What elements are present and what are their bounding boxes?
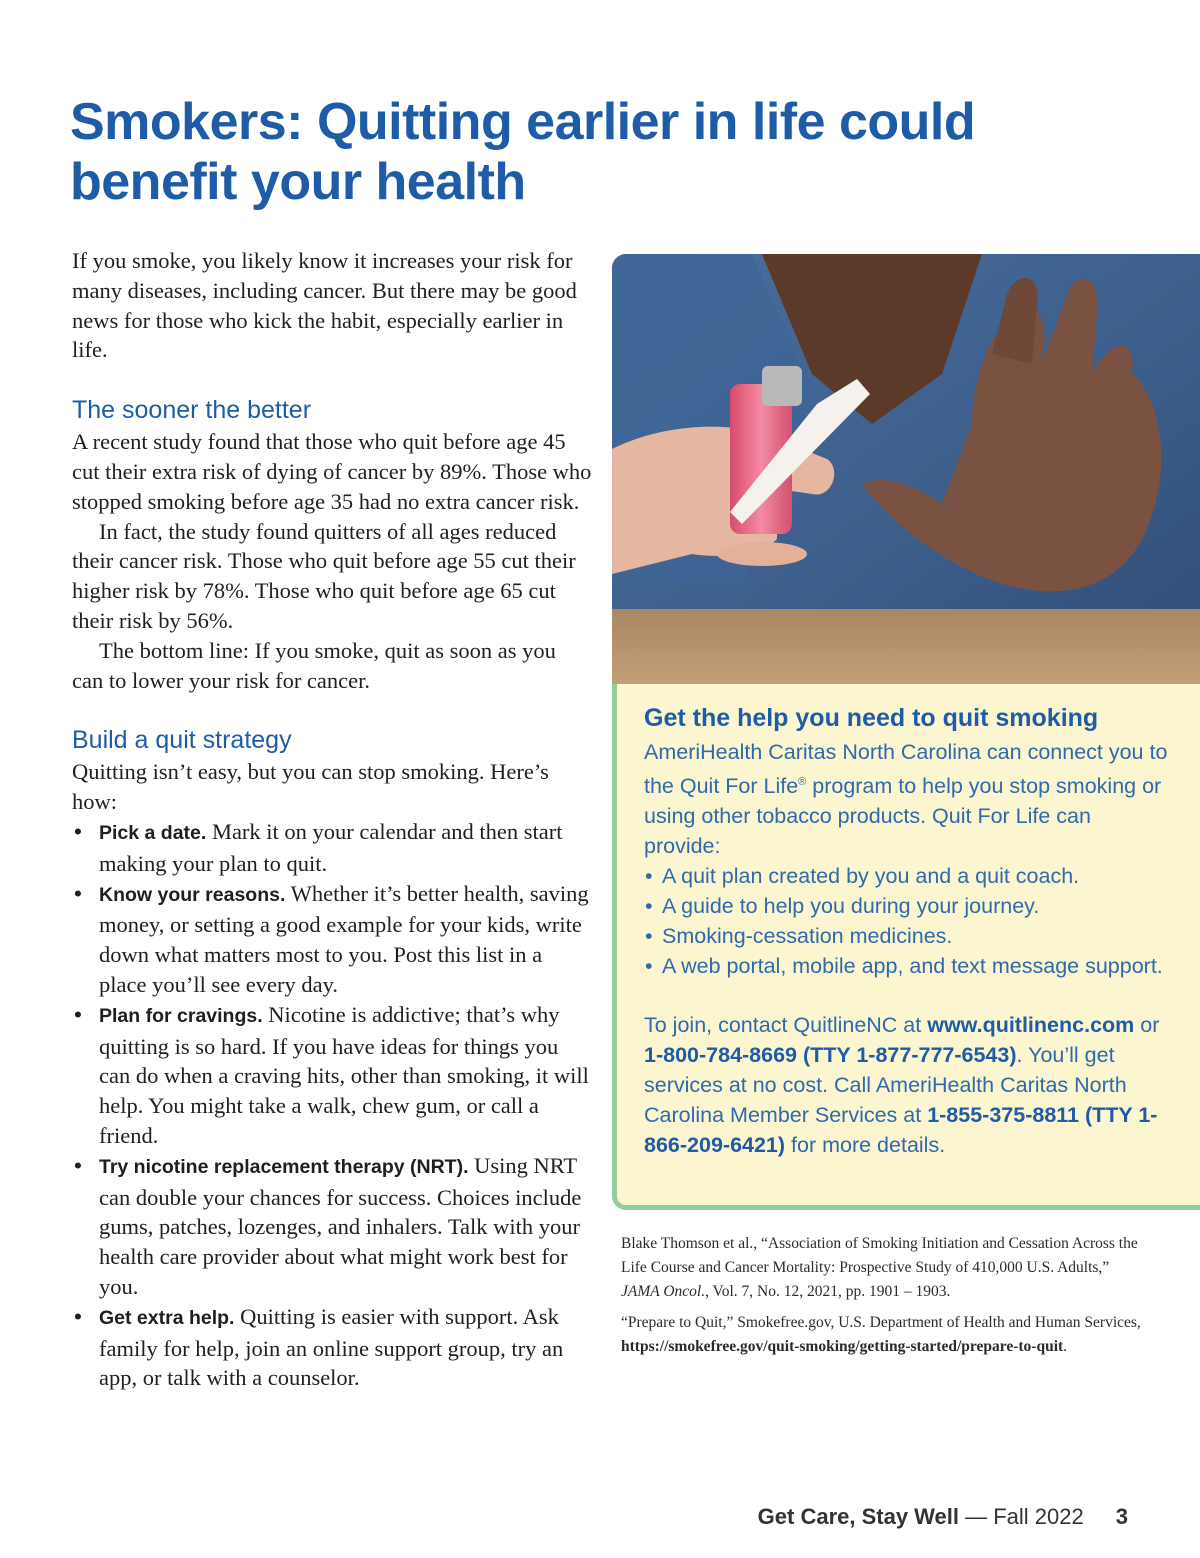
reference-2 — [621, 1311, 1141, 1359]
strategy-heading: Build a quit strategy — [72, 726, 292, 755]
item-lead: Get extra help. — [99, 1306, 235, 1329]
registered-mark: ® — [798, 775, 807, 788]
quitline-website-link[interactable]: www.quitlinenc.com — [927, 1013, 1135, 1038]
magazine-title: Get Care, Stay Well — [757, 1504, 960, 1529]
sooner-heading: The sooner the better — [72, 396, 312, 425]
item-text: Nicotine is addictive; that’s why quitting is so hard. If you have ideas for things you can do when a craving hits, other than smoking, it will help. You might take a walk, chew gum, or call a friend. — [99, 1001, 589, 1148]
join-info — [644, 1011, 1170, 1161]
join-text-1: To join, contact QuitlineNC at — [644, 1013, 928, 1038]
list-item — [644, 922, 1170, 952]
reference-1-text: Blake Thomson et al., “Association of Smoking Initiation and Cessation Across the Life Course and Cancer Mortality: Prospective Study of 410,000 U.S. Adults,” — [621, 1235, 1138, 1276]
join-text-4: for more details. — [785, 1133, 946, 1158]
strategy-list — [72, 817, 592, 1393]
item-text: Mark it on your calendar and then start making your plan to quit. — [99, 818, 563, 876]
help-item: A web portal, mobile app, and text message support. — [662, 953, 1163, 978]
reference-1-journal: JAMA Oncol. — [621, 1283, 706, 1300]
help-item: Smoking-cessation medicines. — [662, 923, 953, 948]
reference-2-link[interactable]: https://smokefree.gov/quit-smoking/getting-started/prepare-to-quit — [621, 1338, 1064, 1355]
list-item — [72, 1000, 592, 1151]
member-services-phone: 1-855-375-8811 (TTY 1-866-209-6421) — [644, 1103, 1158, 1158]
item-lead: Know your reasons. — [99, 883, 286, 906]
bullet-icon: • — [645, 863, 653, 888]
item-text: Whether it’s better health, saving money, or setting a good example for your kids, write down what matters most to you. Post this list in a place you’ll see every day. — [99, 880, 589, 997]
list-item — [72, 1302, 592, 1393]
page-footer — [758, 1504, 1128, 1530]
list-item — [72, 1151, 592, 1302]
list-item — [644, 952, 1170, 982]
reference-1 — [621, 1232, 1141, 1304]
item-lead: Pick a date. — [99, 821, 207, 844]
article-headline: Smokers: Quitting earlier in life could benefit your health — [70, 93, 976, 211]
list-item — [72, 879, 592, 1000]
sooner-paragraph-3: The bottom line: If you smoke, quit as soon as you can to lower your risk for cancer. — [72, 637, 556, 693]
help-item: A guide to help you during your journey. — [662, 893, 1040, 918]
join-text-2: or — [1134, 1013, 1160, 1038]
references — [621, 1232, 1141, 1366]
issue-label: — Fall 2022 — [959, 1504, 1084, 1529]
help-intro-b: program to help you stop smoking or using other tobacco products. Quit For Life can provide: — [644, 774, 1162, 858]
item-lead: Plan for cravings. — [99, 1004, 263, 1027]
quitline-phone: 1-800-784-8669 (TTY 1-877-777-6543) — [644, 1043, 1017, 1068]
reference-1-details: , Vol. 7, No. 12, 2021, pp. 1901 – 1903. — [705, 1283, 951, 1300]
bullet-icon: • — [74, 880, 82, 906]
bullet-icon: • — [645, 923, 653, 948]
refusing-cigarette-photo — [612, 254, 1200, 684]
quit-help-callout — [612, 684, 1200, 1210]
bullet-icon: • — [74, 1303, 82, 1329]
help-intro-a: AmeriHealth Caritas North Carolina can connect you to the Quit For Life — [644, 740, 1168, 799]
sooner-paragraph-2: In fact, the study found quitters of all ages reduced their cancer risk. Those who quit before age 55 cut their higher risk by 78%. Those who quit before age 65 cut their risk by 56%. — [72, 518, 576, 633]
help-intro — [644, 738, 1170, 862]
bullet-icon: • — [74, 1001, 82, 1027]
bullet-icon: • — [645, 893, 653, 918]
help-list — [644, 862, 1170, 982]
list-item — [644, 862, 1170, 892]
item-text: Quitting is easier with support. Ask family for help, join an online support group, try an app, or talk with a counselor. — [99, 1303, 564, 1391]
bullet-icon: • — [74, 818, 82, 844]
help-title: Get the help you need to quit smoking — [644, 704, 1099, 732]
bullet-icon: • — [74, 1152, 82, 1178]
bullet-icon: • — [645, 953, 653, 978]
list-item — [72, 817, 592, 879]
join-text-3: . You’ll get services at no cost. Call AmeriHealth Caritas North Carolina Member Services at — [644, 1043, 1127, 1128]
list-item — [644, 892, 1170, 922]
page-number: 3 — [1115, 1504, 1128, 1529]
strategy-intro: Quitting isn’t easy, but you can stop smoking. Here’s how: — [72, 759, 549, 815]
reference-2-end: . — [1063, 1338, 1068, 1355]
article-body — [72, 246, 592, 1393]
reference-2-text: “Prepare to Quit,” Smokefree.gov, U.S. Department of Health and Human Services, — [621, 1314, 1141, 1331]
help-item: A quit plan created by you and a quit coach. — [662, 863, 1080, 888]
intro-paragraph: If you smoke, you likely know it increases your risk for many diseases, including cancer. But there may be good news for those who kick the habit, especially earlier in life. — [72, 248, 577, 363]
sooner-paragraph-1: A recent study found that those who quit before age 45 cut their extra risk of dying of cancer by 89%. Those who stopped smoking before age 35 had no extra cancer risk. — [72, 429, 592, 514]
item-lead: Try nicotine replacement therapy (NRT). — [99, 1155, 469, 1178]
item-text: Using NRT can double your chances for success. Choices include gums, patches, lozenges, and inhalers. Talk with your health care provider about what might work best for you. — [99, 1152, 582, 1299]
